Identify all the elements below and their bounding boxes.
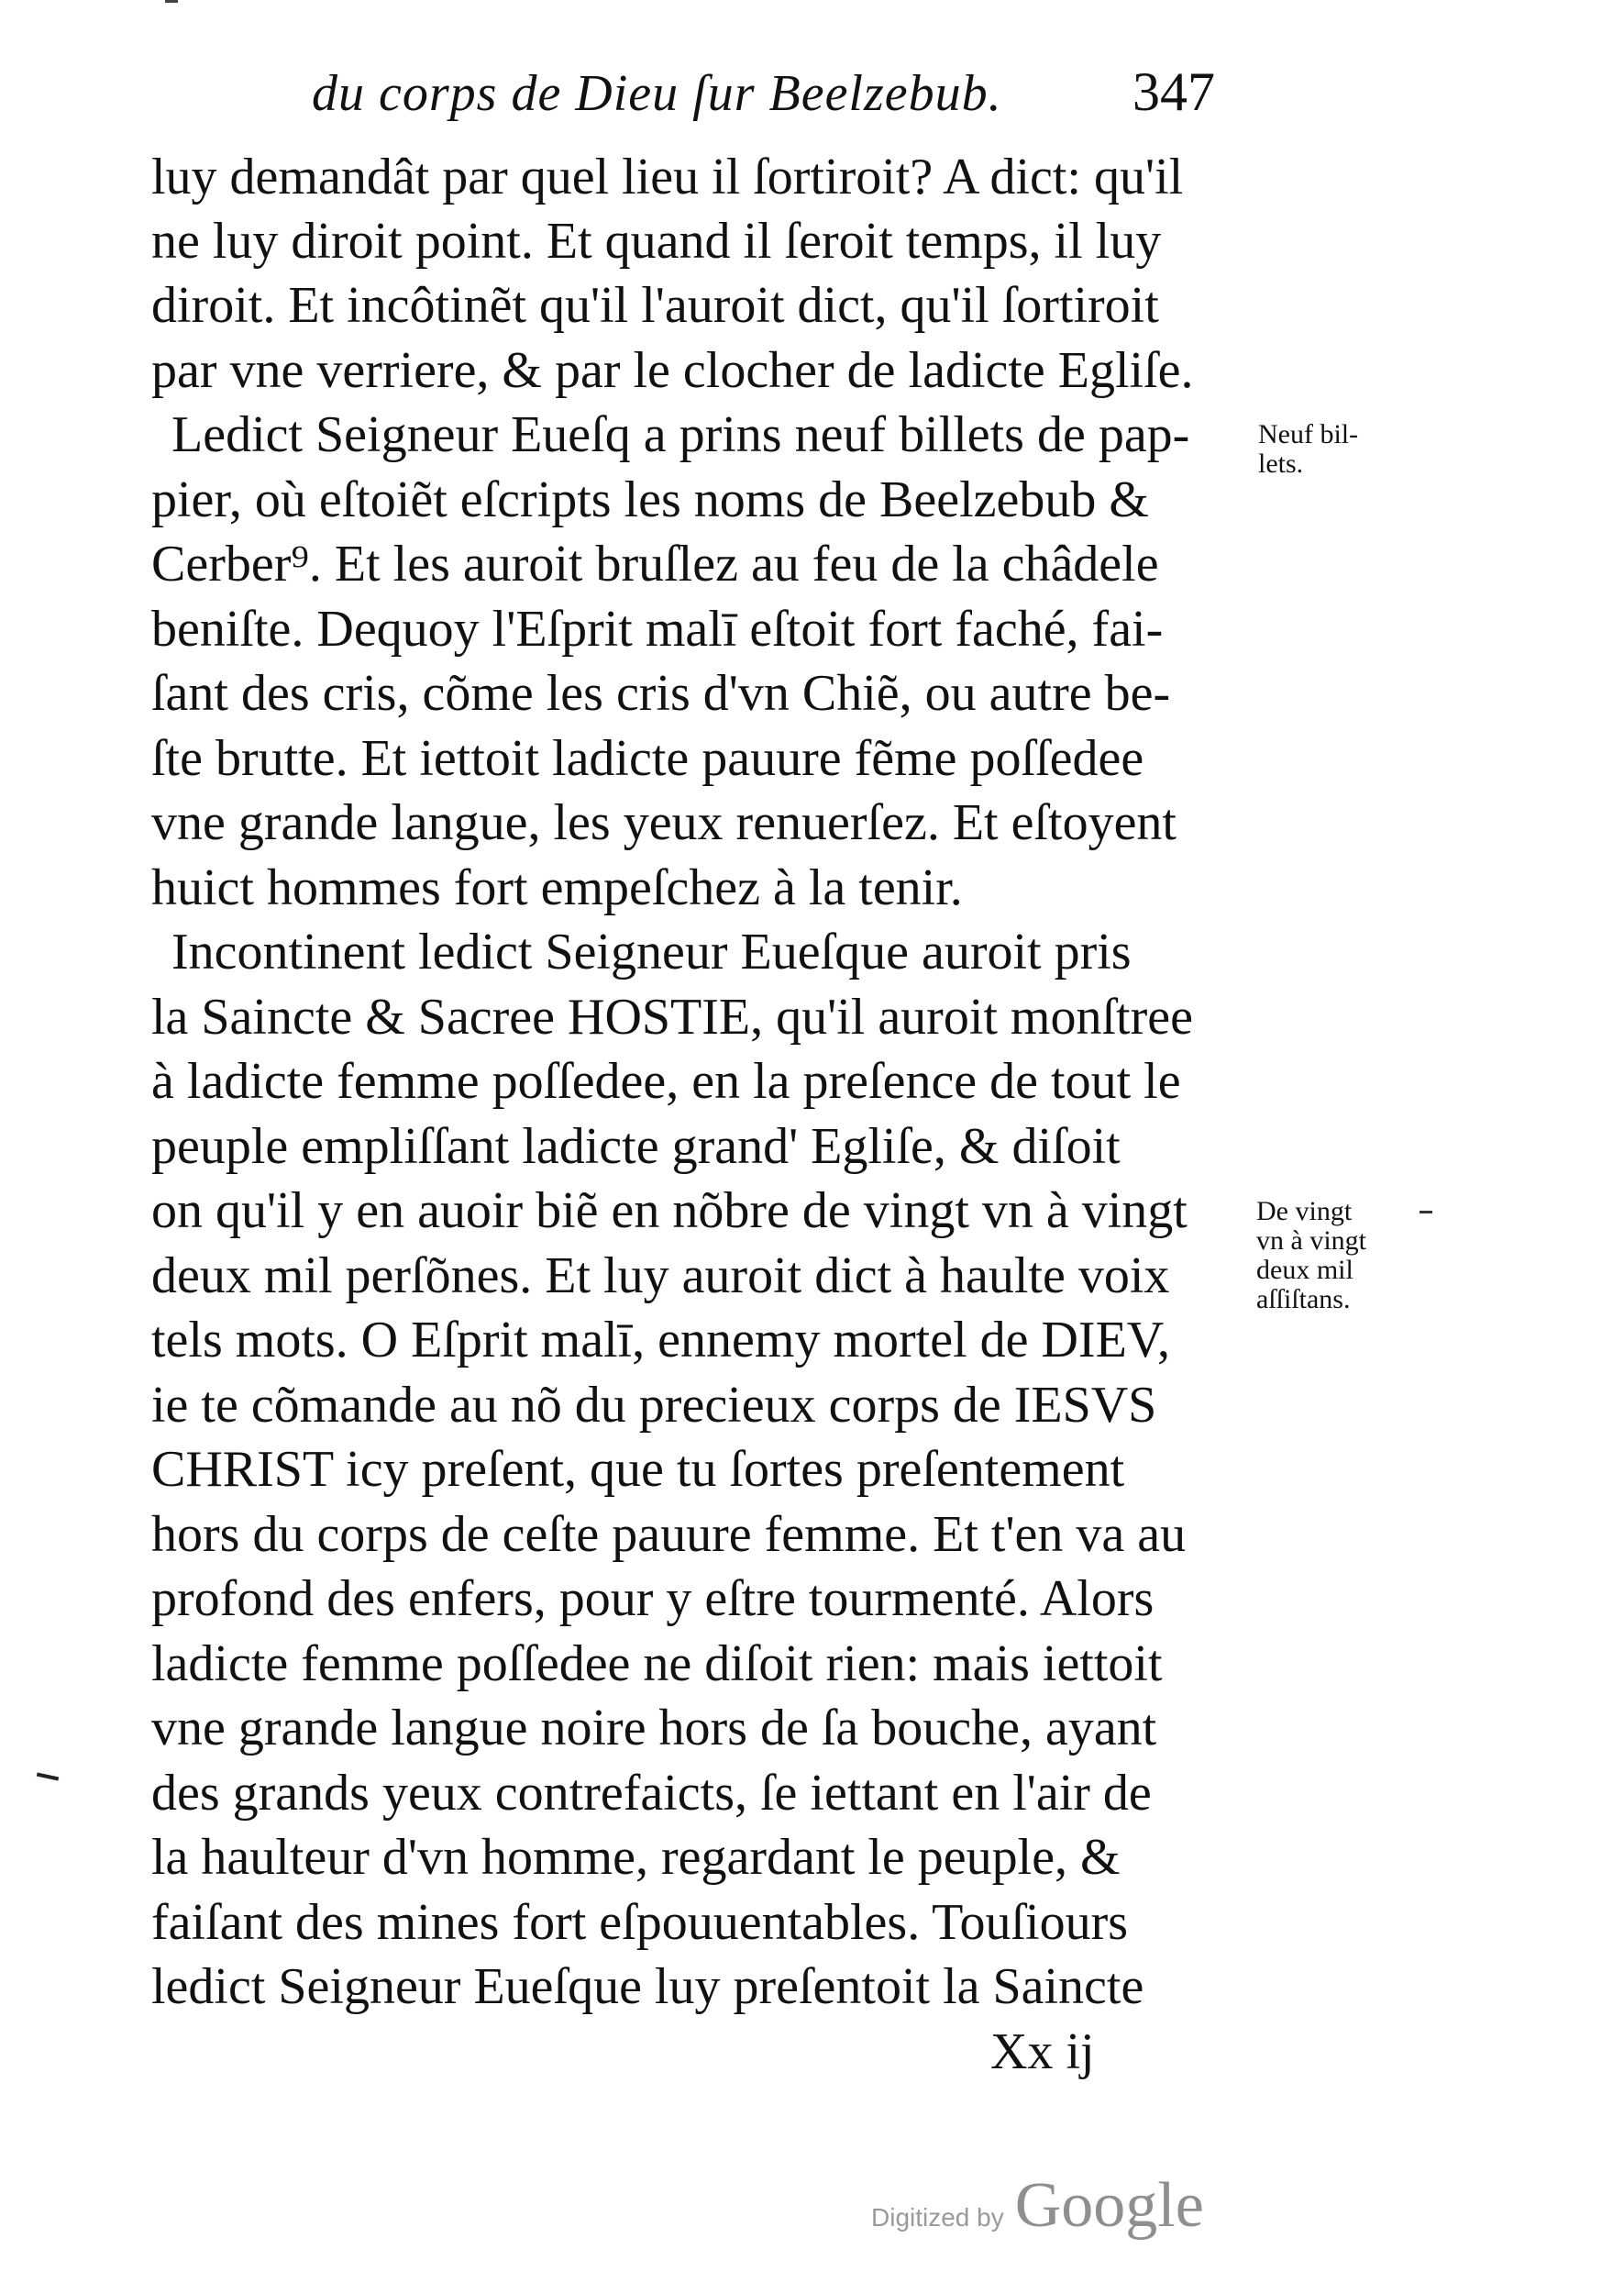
marginal-note-line: Neuf bil- bbox=[1258, 419, 1359, 449]
body-line: ſte brutte. Et iettoit ladicte pauure fẽme poſſedee bbox=[151, 730, 1144, 787]
body-line: Cerber⁹. Et les auroit bruſlez au feu de la châdele bbox=[151, 536, 1159, 593]
digitized-watermark bbox=[871, 2169, 1204, 2243]
body-line: Ledict Seigneur Eueſq a prins neuf billets de pap- bbox=[171, 406, 1190, 463]
body-line: huict hommes fort empeſchez à la tenir. bbox=[151, 859, 963, 916]
marginal-note bbox=[1258, 420, 1358, 479]
marginal-note bbox=[1256, 1197, 1366, 1314]
marginal-note-line: De vingt bbox=[1256, 1196, 1353, 1226]
body-line: la Saincte & Sacree HOSTIE, qu'il auroit monſtree bbox=[151, 989, 1193, 1046]
running-title: du corps de Dieu ſur Beelzebub. bbox=[312, 65, 1002, 122]
scan-speck bbox=[37, 1773, 59, 1781]
body-line: ladicte femme poſſedee ne diſoit rien: mais iettoit bbox=[151, 1635, 1163, 1692]
body-line: pier, où eſtoiẽt eſcripts les noms de Beelzebub & bbox=[151, 471, 1149, 528]
body-line: on qu'il y en auoir biẽ en nõbre de vingt vn à vingt bbox=[151, 1182, 1188, 1239]
marginal-note-line: aſſiſtans. bbox=[1256, 1284, 1351, 1314]
body-line: des grands yeux contrefaicts, ſe iettant en l'air de bbox=[151, 1765, 1152, 1822]
body-line: vne grande langue noire hors de ſa bouche, ayant bbox=[151, 1700, 1157, 1756]
scan-speck bbox=[165, 0, 178, 3]
body-line: par vne verriere, & par le clocher de ladicte Egliſe. bbox=[151, 342, 1194, 399]
body-line: hors du corps de ceſte pauure femme. Et t'en va au bbox=[151, 1506, 1187, 1563]
signature-mark: Xx ij bbox=[990, 2023, 1095, 2080]
body-line: profond des enfers, pour y eſtre tourmenté. Alors bbox=[151, 1570, 1154, 1627]
body-line: tels mots. O Eſprit malī, ennemy mortel de DIEV, bbox=[151, 1312, 1171, 1368]
body-line: faiſant des mines fort eſpouuentables. Touſiours bbox=[151, 1894, 1129, 1951]
body-line: la haulteur d'vn homme, regardant le peuple, & bbox=[151, 1829, 1121, 1886]
watermark-prefix: Digitized by bbox=[871, 2203, 1004, 2232]
body-line: Incontinent ledict Seigneur Eueſque auroit pris bbox=[171, 924, 1132, 980]
body-line: ledict Seigneur Eueſque luy preſentoit la Saincte bbox=[151, 1958, 1144, 2015]
body-line: deux mil perſõnes. Et luy auroit dict à haulte voix bbox=[151, 1247, 1170, 1304]
body-line: ne luy diroit point. Et quand il ſeroit temps, il luy bbox=[151, 213, 1162, 270]
body-line: luy demandât par quel lieu il ſortiroit? A dict: qu'il bbox=[151, 149, 1184, 205]
body-line: vne grande langue, les yeux renuerſez. Et eſtoyent bbox=[151, 794, 1177, 851]
body-line: beniſte. Dequoy l'Eſprit malī eſtoit fort faché, fai- bbox=[151, 601, 1164, 658]
scan-speck bbox=[1420, 1211, 1432, 1213]
marginal-note-line: deux mil bbox=[1256, 1255, 1353, 1285]
body-line: diroit. Et incôtinẽt qu'il l'auroit dict, qu'il ſortiroit bbox=[151, 277, 1159, 334]
body-line: ie te cõmande au nõ du precieux corps de IESVS bbox=[151, 1377, 1157, 1434]
body-line: peuple empliſſant ladicte grand' Egliſe, & diſoit bbox=[151, 1118, 1121, 1175]
page-number: 347 bbox=[1132, 61, 1215, 122]
marginal-note-line: lets. bbox=[1258, 449, 1304, 479]
body-line: à ladicte femme poſſedee, en la preſence de tout le bbox=[151, 1053, 1181, 1110]
marginal-note-line: vn à vingt bbox=[1256, 1225, 1366, 1256]
google-logo: Google bbox=[1014, 2170, 1204, 2241]
body-line: CHRIST icy preſent, que tu ſortes preſentement bbox=[151, 1441, 1125, 1498]
body-line: ſant des cris, cõme les cris d'vn Chiẽ, ou autre be- bbox=[151, 665, 1171, 722]
